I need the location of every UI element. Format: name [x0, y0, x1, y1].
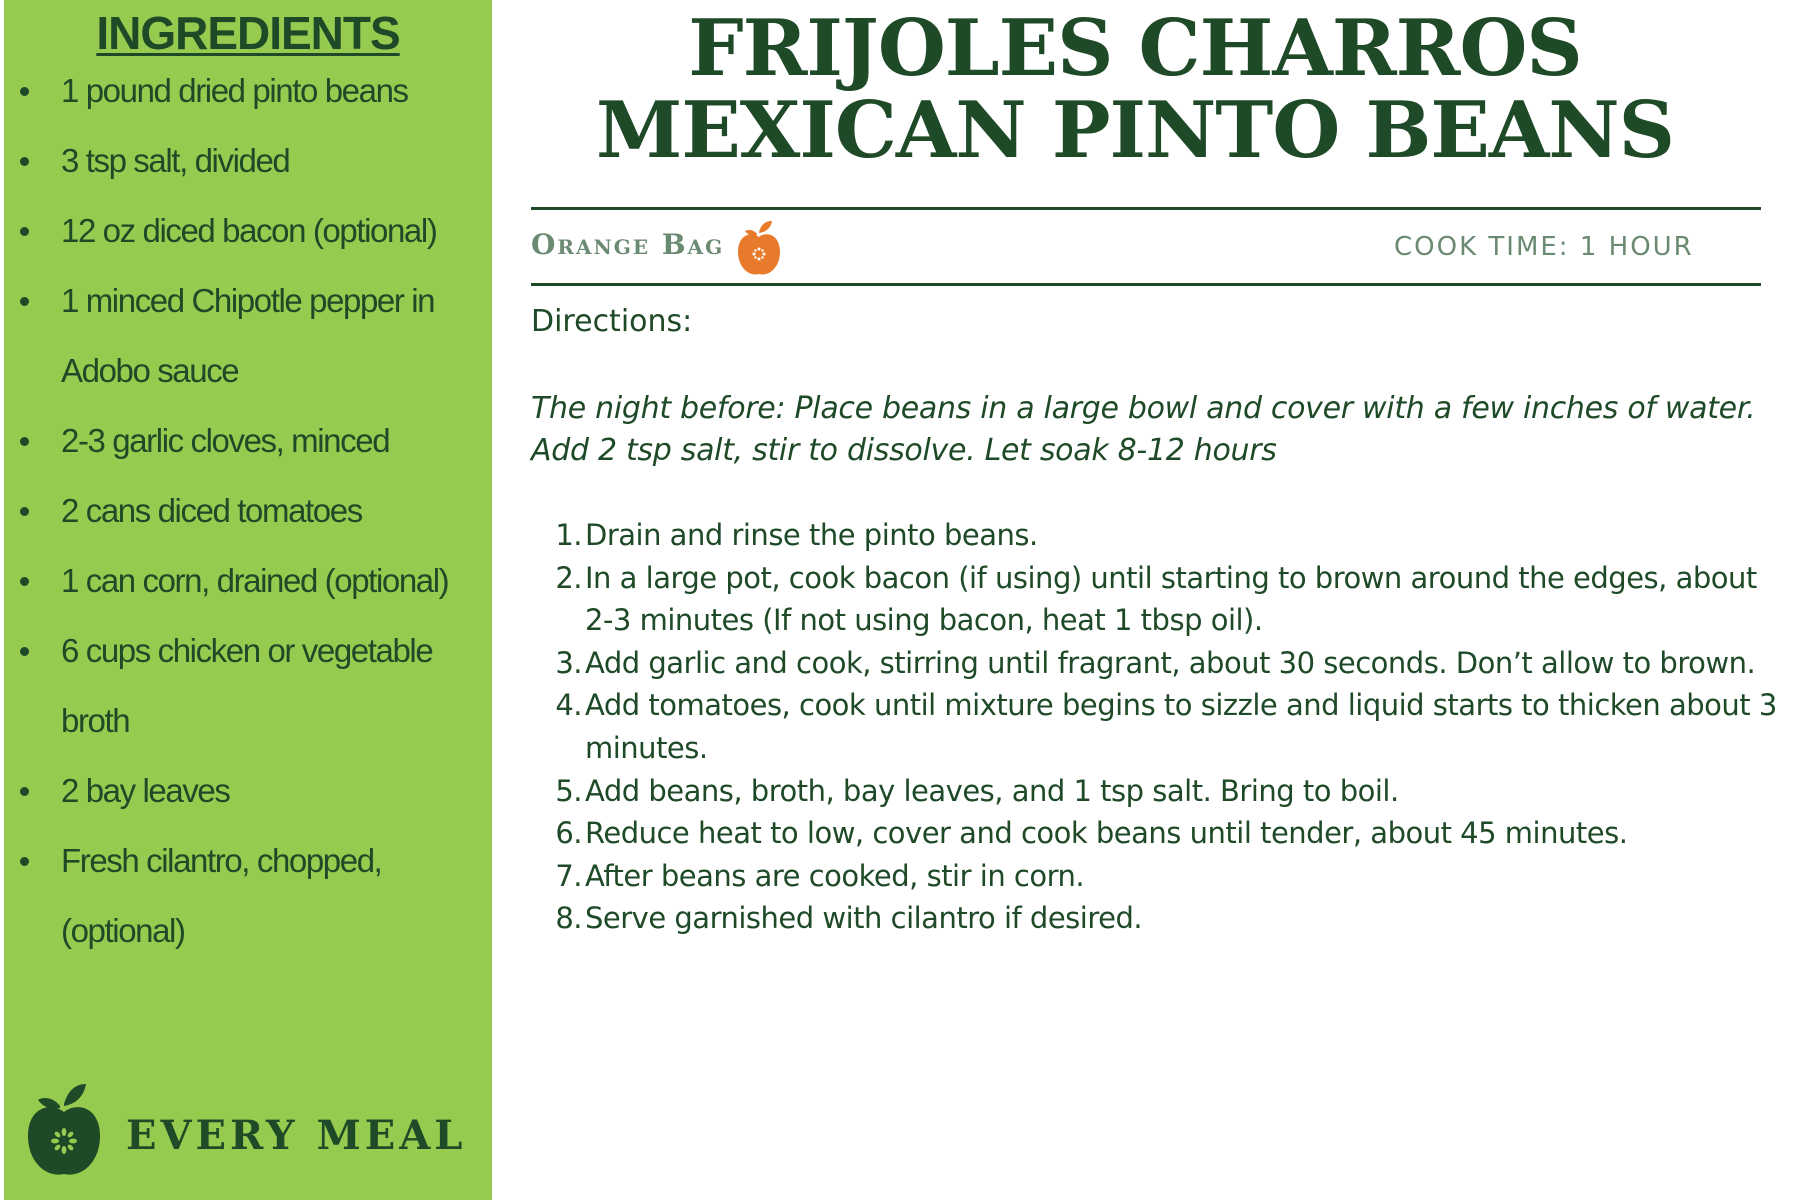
bullet-icon: [20, 297, 29, 306]
ingredient-text: 2 bay leaves: [61, 772, 230, 809]
brand-name: EVERY MEAL: [126, 1112, 467, 1159]
ingredient-text: 2 cans diced tomatoes: [61, 492, 362, 529]
directions-heading: Directions:: [531, 304, 693, 339]
ingredient-item: [4, 616, 451, 756]
direction-step: [531, 514, 1781, 557]
ingredient-text: 1 minced Chipotle pepper in Adobo sauce: [61, 282, 435, 389]
ingredient-item: [4, 406, 484, 476]
direction-step: [531, 812, 1781, 855]
direction-step: [531, 770, 1781, 813]
title-line-1: FRIJOLES CHARROS: [688, 3, 1582, 94]
step-text: Drain and rinse the pinto beans.: [585, 518, 1038, 552]
ingredient-item: [4, 756, 484, 826]
apple-logo-icon: [24, 1082, 104, 1180]
bullet-icon: [20, 227, 29, 236]
bullet-icon: [20, 857, 29, 866]
ingredient-item: [4, 56, 484, 126]
step-text: Reduce heat to low, cover and cook beans until tender, about 45 minutes.: [585, 816, 1628, 851]
ingredient-text: 1 can corn, drained (optional): [61, 562, 449, 599]
ingredient-item: [4, 196, 484, 266]
step-text: After beans are cooked, stir in corn.: [585, 858, 1085, 893]
bullet-icon: [20, 437, 29, 446]
step-number: 5.: [555, 773, 582, 808]
ingredient-text: 12 oz diced bacon (optional): [61, 212, 437, 249]
bullet-icon: [20, 157, 29, 166]
recipe-title: [540, 3, 1730, 176]
step-text: Add tomatoes, cook until mixture begins to sizzle and liquid starts to thicken about 3 minutes.: [585, 688, 1777, 765]
bullet-icon: [20, 577, 29, 586]
bullet-icon: [20, 647, 29, 656]
bottom-divider: [531, 283, 1761, 286]
orange-apple-icon: [736, 220, 782, 278]
directions-steps: [531, 514, 1781, 940]
direction-step: [531, 642, 1781, 685]
bag-label: Orange Bag: [531, 228, 725, 261]
direction-step: [531, 684, 1781, 769]
step-text: In a large pot, cook bacon (if using) until starting to brown around the edges, about 2-3 minutes (If not using bacon, heat 1 tbsp oil).: [585, 560, 1757, 638]
ingredients-list: [4, 56, 484, 966]
step-number: 2.: [555, 560, 582, 595]
ingredient-item: [4, 476, 484, 546]
direction-step: [531, 855, 1781, 898]
direction-step: [531, 557, 1781, 642]
ingredient-text: 1 pound dried pinto beans: [61, 72, 408, 109]
ingredient-item: [4, 266, 451, 406]
step-number: 4.: [555, 688, 582, 723]
step-number: 6.: [555, 816, 582, 851]
step-number: 8.: [555, 901, 582, 936]
bullet-icon: [20, 87, 29, 96]
step-number: 7.: [555, 858, 582, 893]
ingredient-item: [4, 126, 484, 196]
bullet-icon: [20, 787, 29, 796]
ingredient-text: 2-3 garlic cloves, minced: [61, 422, 390, 459]
direction-step: [531, 897, 1781, 940]
ingredient-item: [4, 826, 401, 966]
ingredients-heading: INGREDIENTS: [96, 7, 400, 59]
title-line-2: MEXICAN PINTO BEANS: [596, 85, 1674, 176]
ingredient-text: 6 cups chicken or vegetable broth: [61, 632, 433, 739]
ingredients-sidebar: [4, 0, 492, 1200]
ingredient-text: 3 tsp salt, divided: [61, 142, 290, 179]
step-text: Add beans, broth, bay leaves, and 1 tsp salt. Bring to boil.: [585, 773, 1399, 808]
step-number: 3.: [555, 645, 582, 680]
top-divider: [531, 207, 1761, 210]
step-number: 1.: [555, 518, 582, 552]
bullet-icon: [20, 507, 29, 516]
ingredient-item: [4, 546, 484, 616]
step-text: Serve garnished with cilantro if desired.: [585, 901, 1143, 936]
night-before-note: The night before: Place beans in a large bowl and cover with a few inches of water. Add 2 tsp salt, stir to dissolve. Let soak 8-12 hours: [531, 391, 1756, 468]
ingredient-text: Fresh cilantro, chopped, (optional): [61, 842, 382, 949]
cook-time: COOK TIME: 1 HOUR: [1394, 232, 1694, 262]
step-text: Add garlic and cook, stirring until fragrant, about 30 seconds. Don’t allow to brown.: [585, 645, 1756, 680]
